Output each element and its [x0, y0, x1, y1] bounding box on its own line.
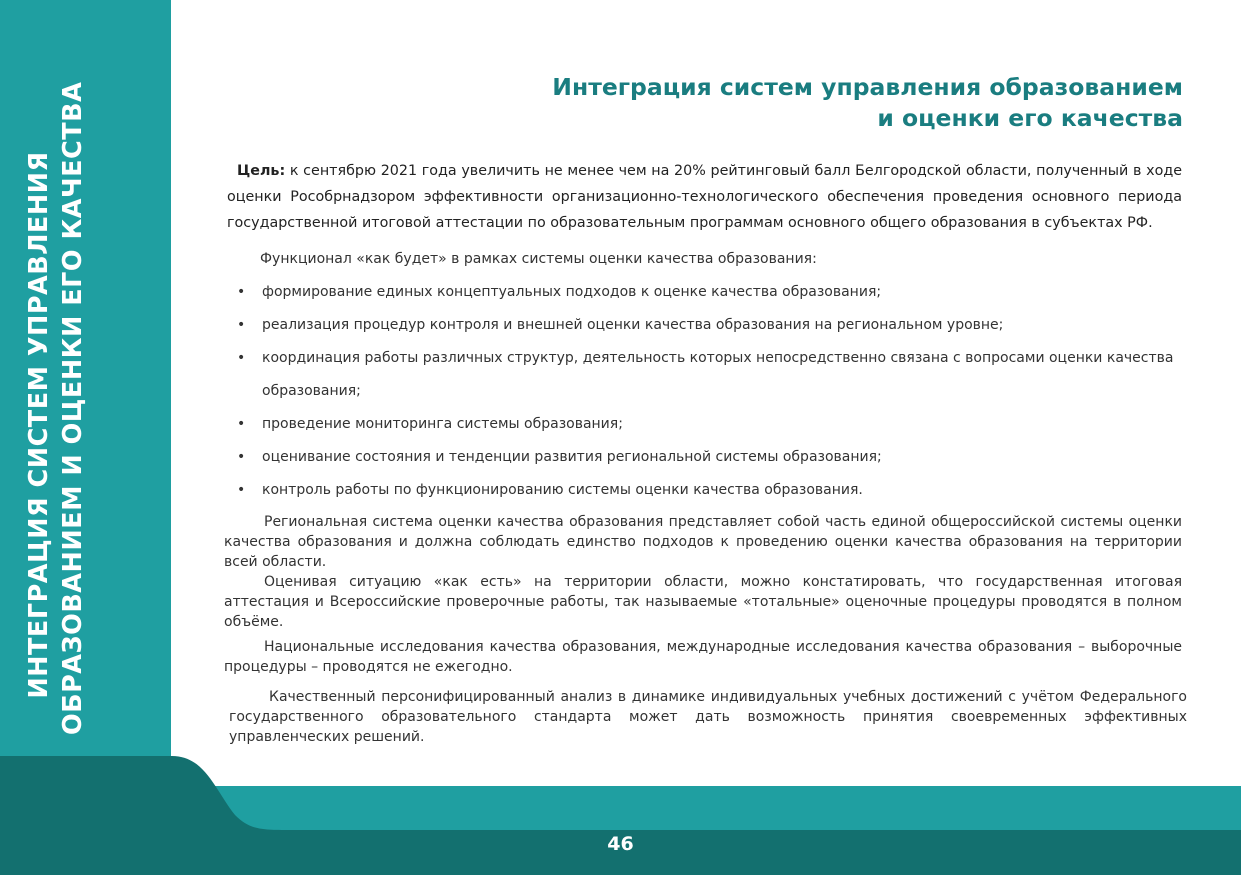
- footer-wave: [0, 750, 1241, 875]
- goal-label: Цель:: [237, 163, 286, 179]
- paragraph-personalized-analysis: Качественный персонифицированный анализ в динамике индивидуальных учебных достижений с учётом Федерального государственного образовательного стандарта может дать возможность принятия своевременных эффективных управленческих решений.: [229, 689, 1187, 745]
- goal-text: к сентябрю 2021 года увеличить не менее чем на 20% рейтинговый балл Белгородской области, полученный в ходе оценки Рособрнадзором эффективности организационно-технологического обеспечения проведения основного периода государственной итоговой аттестации по образовательным программам основного общего образования в субъектах РФ.: [227, 163, 1182, 231]
- bullet-icon: •: [237, 416, 246, 432]
- heading-line2: и оценки его качества: [877, 104, 1183, 132]
- paragraph-national-research: Национальные исследования качества образования, международные исследования качества образования – выборочные процедуры – проводятся не ежегодно.: [224, 639, 1182, 675]
- functional-intro: Функционал «как будет» в рамках системы оценки качества образования:: [260, 251, 817, 267]
- list-item: • проведение мониторинга системы образования;: [234, 408, 1184, 441]
- bullet-icon: •: [237, 317, 246, 333]
- sidebar-title-line1: ИНТЕГРАЦИЯ СИСТЕМ УПРАВЛЕНИЯ: [24, 151, 54, 699]
- list-item: • реализация процедур контроля и внешней оценки качества образования на региональном уровне;: [234, 309, 1184, 342]
- bullet-icon: •: [237, 284, 246, 300]
- bullet-icon: •: [237, 482, 246, 498]
- bullet-icon: •: [237, 350, 246, 366]
- list-item: • оценивание состояния и тенденции развития региональной системы образования;: [234, 441, 1184, 474]
- paragraph-regional-system: Региональная система оценки качества образования представляет собой часть единой общероссийской системы оценки качества образования и должна соблюдать единство подходов к проведению оценки качества образования на территории всей области.: [224, 514, 1182, 570]
- functional-list: [234, 276, 1184, 507]
- list-item: • контроль работы по функционированию системы оценки качества образования.: [234, 474, 1184, 507]
- page-heading: [552, 72, 1183, 134]
- paragraph-current-situation: Оценивая ситуацию «как есть» на территории области, можно констатировать, что государственная итоговая аттестация и Всероссийские проверочные работы, так называемые «тотальные» оценочные процедуры проводятся в полном объёме.: [224, 574, 1182, 630]
- sidebar-title-line2: ОБРАЗОВАНИЕМ И ОЦЕНКИ ЕГО КАЧЕСТВА: [58, 81, 88, 735]
- list-item: • координация работы различных структур, деятельность которых непосредственно связана с вопросами оценки качества образования;: [234, 342, 1184, 408]
- page-number: 46: [607, 833, 634, 855]
- heading-line1: Интеграция систем управления образованием: [552, 73, 1183, 101]
- goal-paragraph: [227, 158, 1182, 236]
- list-item: • формирование единых концептуальных подходов к оценке качества образования;: [234, 276, 1184, 309]
- bullet-icon: •: [237, 449, 246, 465]
